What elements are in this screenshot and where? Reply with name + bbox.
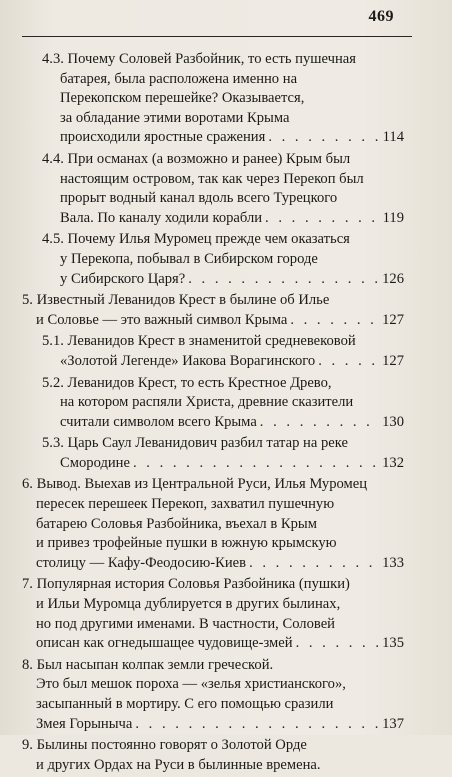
toc-last-line xyxy=(42,454,452,474)
toc-line: и привез трофейные пушки в южную крымскую xyxy=(36,535,337,552)
toc-entry-4-5 xyxy=(0,230,452,289)
toc-last-line xyxy=(42,270,452,290)
toc-last-line xyxy=(22,311,452,331)
dot-leader xyxy=(290,311,379,331)
dot-leader xyxy=(260,413,379,433)
dot-leader xyxy=(296,634,380,654)
toc-entry-4-4 xyxy=(0,150,452,228)
dot-leader xyxy=(135,715,379,735)
toc-line: происходили яростные сражения xyxy=(60,129,266,146)
toc-page-ref: 119 xyxy=(382,209,404,226)
toc-line: Смородине xyxy=(60,454,130,471)
toc-last-line xyxy=(42,209,452,229)
toc-line: 8. Был насыпан колпак земли греческой. xyxy=(22,656,274,673)
dot-leader xyxy=(188,270,379,290)
dot-leader xyxy=(318,352,379,372)
toc-line: за обладание этими воротами Крыма xyxy=(60,109,290,126)
toc-page-ref: 130 xyxy=(382,413,404,430)
toc-line: 4.5. Почему Илья Муромец прежде чем оказаться xyxy=(42,231,350,248)
toc-line: батарея, была расположена именно на xyxy=(60,70,298,87)
toc-line: описан как огнедышащее чудовище-змей xyxy=(36,635,293,652)
toc-line: 7. Популярная история Соловья Разбойника (пушки) xyxy=(22,576,350,593)
toc-line: 9. Былины постоянно говорят о Золотой Орде xyxy=(22,737,307,754)
header-rule xyxy=(22,36,412,37)
toc-page-ref: 114 xyxy=(382,129,404,146)
dot-leader xyxy=(268,128,379,148)
toc-last-line xyxy=(42,128,452,148)
toc-line: 5.2. Леванидов Крест, то есть Крестное Древо, xyxy=(42,374,332,391)
toc-line: Вала. По каналу ходили корабли xyxy=(60,209,263,226)
toc-line: но под другими именами. В частности, Соловей xyxy=(36,615,335,632)
toc-line: и Ильи Муромца дублируется в других былинах, xyxy=(36,596,341,613)
toc-line: 4.3. Почему Соловей Разбойник, то есть пушечная xyxy=(42,51,356,67)
toc-line: столицу — Кафу-Феодосию-Киев xyxy=(36,554,247,571)
toc-last-line xyxy=(22,634,452,654)
toc-entry-7 xyxy=(0,575,452,653)
toc-entry-5 xyxy=(0,291,452,330)
toc-line: 5. Известный Леванидов Крест в былине об Илье xyxy=(22,292,330,309)
toc-page-ref: 135 xyxy=(382,635,404,652)
toc-last-line xyxy=(22,715,452,735)
toc-entry-4-3 xyxy=(0,50,452,148)
dot-leader xyxy=(249,554,379,574)
page-number: 469 xyxy=(368,8,394,25)
toc-last-line xyxy=(22,554,452,574)
toc-line: настоящим островом, так как через Перекоп был xyxy=(60,170,364,187)
toc-line: пересек перешеек Перекоп, захватил пушечную xyxy=(36,496,335,513)
toc-line: Это был мешок пороха — «зелья христианского», xyxy=(36,676,346,693)
toc-last-line xyxy=(42,413,452,433)
toc-line: батарею Соловья Разбойника, въехал в Крым xyxy=(36,515,317,532)
toc-line: и других Ордах на Руси в былинные времена. xyxy=(36,756,321,773)
toc-entry-6 xyxy=(0,475,452,573)
toc-line: Змея Горыныча xyxy=(36,715,133,732)
toc-page-ref: 127 xyxy=(382,352,404,369)
toc-line: у Сибирского Царя? xyxy=(60,270,186,287)
toc-page-ref: 127 xyxy=(382,311,404,328)
table-of-contents xyxy=(0,48,452,777)
toc-page-ref: 126 xyxy=(382,270,404,287)
toc-line: считали символом всего Крыма xyxy=(60,413,257,430)
toc-entry-8 xyxy=(0,656,452,734)
toc-page-ref: 137 xyxy=(382,715,404,732)
dot-leader xyxy=(265,209,380,229)
toc-line: на котором распяли Христа, древние сказители xyxy=(60,394,354,411)
toc-line: Перекопском перешейке? Оказывается, xyxy=(60,90,305,107)
toc-last-line xyxy=(42,352,452,372)
toc-line: и Соловье — это важный символ Крыма xyxy=(36,311,288,328)
toc-entry-5-3 xyxy=(0,434,452,473)
toc-line: 4.4. При османах (а возможно и ранее) Крым был xyxy=(42,150,351,167)
toc-line: 5.3. Царь Саул Леванидович разбил татар на реке xyxy=(42,435,348,452)
dot-leader xyxy=(133,454,379,474)
toc-entry-9 xyxy=(0,736,452,775)
toc-page-ref: 132 xyxy=(382,454,404,471)
toc-line: засыпанный в мортиру. С его помощью сразили xyxy=(36,696,334,712)
toc-entry-5-1 xyxy=(0,332,452,371)
toc-line: прорыт водный канал вдоль всего Турецкого xyxy=(60,190,338,207)
toc-line: 5.1. Леванидов Крест в знаменитой средневековой xyxy=(42,333,356,350)
toc-line: у Перекопа, побывал в Сибирском городе xyxy=(60,250,318,267)
toc-page-ref: 133 xyxy=(382,554,404,571)
toc-line: 6. Вывод. Выехав из Центральной Руси, Илья Муромец xyxy=(22,476,368,493)
toc-entry-5-2 xyxy=(0,374,452,433)
toc-line: «Золотой Легенде» Иакова Ворагинского xyxy=(60,352,316,369)
